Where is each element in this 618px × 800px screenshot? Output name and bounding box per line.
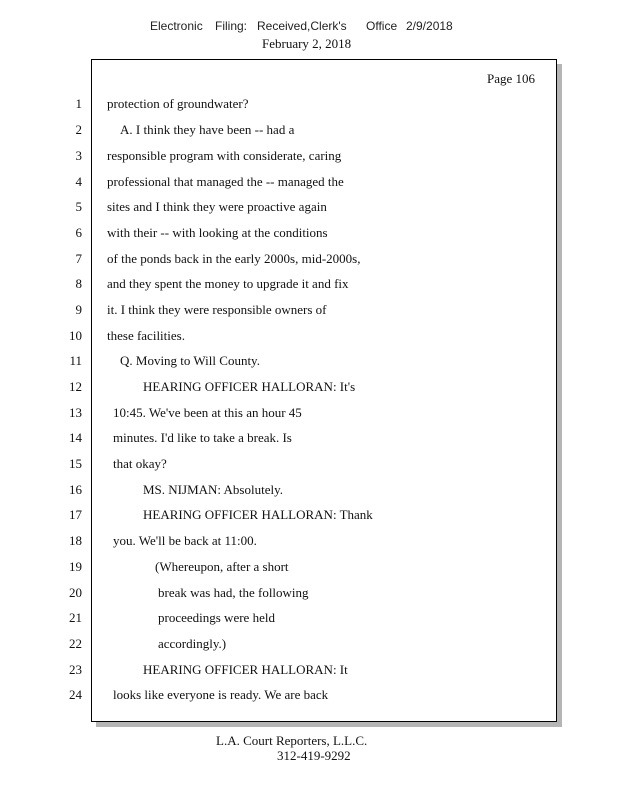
transcript-line: and they spent the money to upgrade it and fix [107, 276, 349, 291]
line-number: 13 [69, 405, 82, 420]
line-number: 5 [75, 199, 82, 214]
line-number: 10 [69, 328, 82, 343]
transcript-line: with their -- with looking at the conditions [107, 225, 328, 240]
line-number: 7 [75, 251, 82, 266]
transcript-line: Q. Moving to Will County. [120, 353, 260, 368]
filing-date: February 2, 2018 [262, 36, 352, 51]
transcript-line: HEARING OFFICER HALLORAN: Thank [143, 507, 373, 522]
transcript-line: professional that managed the -- managed the [107, 174, 344, 189]
line-number: 24 [69, 687, 82, 702]
transcript-line: accordingly.) [158, 636, 227, 651]
page-number: Page 106 [487, 71, 536, 86]
line-number: 3 [75, 148, 82, 163]
line-number: 14 [69, 430, 82, 445]
filing-word: 2/9/2018 [406, 19, 453, 33]
transcript-line: these facilities. [107, 328, 185, 343]
transcript-line: you. We'll be back at 11:00. [113, 533, 257, 548]
footer-company: L.A. Court Reporters, L.L.C. [216, 733, 368, 748]
transcript-line: break was had, the following [158, 585, 309, 600]
line-number: 20 [69, 585, 82, 600]
filing-word: Received,Clerk's [257, 19, 347, 33]
transcript-line: responsible program with considerate, caring [107, 148, 342, 163]
transcript-line: (Whereupon, after a short [155, 559, 289, 574]
line-number: 11 [69, 353, 82, 368]
line-number: 18 [69, 533, 82, 548]
transcript-line: sites and I think they were proactive again [107, 199, 327, 214]
transcript-line: MS. NIJMAN: Absolutely. [143, 482, 284, 497]
line-number: 16 [69, 482, 82, 497]
transcript-line: A. I think they have been -- had a [120, 122, 295, 137]
transcript-line: 10:45. We've been at this an hour 45 [113, 405, 302, 420]
line-number: 4 [75, 174, 82, 189]
transcript-line: of the ponds back in the early 2000s, mid-2000s, [107, 251, 361, 266]
filing-word: Electronic [150, 19, 203, 33]
transcript-line: HEARING OFFICER HALLORAN: It [143, 662, 348, 677]
electronic-filing-stamp [0, 19, 618, 35]
line-number: 8 [75, 276, 82, 291]
line-number: 6 [75, 225, 82, 240]
transcript-line: HEARING OFFICER HALLORAN: It's [143, 379, 356, 394]
line-number: 2 [75, 122, 82, 137]
line-number: 12 [69, 379, 82, 394]
line-number: 17 [69, 507, 82, 522]
footer-phone: 312-419-9292 [277, 748, 351, 763]
line-number: 15 [69, 456, 82, 471]
line-number: 9 [75, 302, 82, 317]
transcript-line: that okay? [113, 456, 167, 471]
filing-word: Office [366, 19, 398, 33]
line-number: 21 [69, 610, 82, 625]
line-number: 23 [69, 662, 82, 677]
line-number: 22 [69, 636, 82, 651]
transcript-line: protection of groundwater? [107, 96, 249, 111]
transcript-line: proceedings were held [158, 610, 275, 625]
line-number: 19 [69, 559, 82, 574]
transcript-line: it. I think they were responsible owners of [107, 302, 327, 317]
transcript-line: minutes. I'd like to take a break. Is [113, 430, 292, 445]
line-number: 1 [75, 96, 82, 111]
filing-word: Filing: [215, 19, 248, 33]
transcript-line: looks like everyone is ready. We are back [113, 687, 329, 702]
